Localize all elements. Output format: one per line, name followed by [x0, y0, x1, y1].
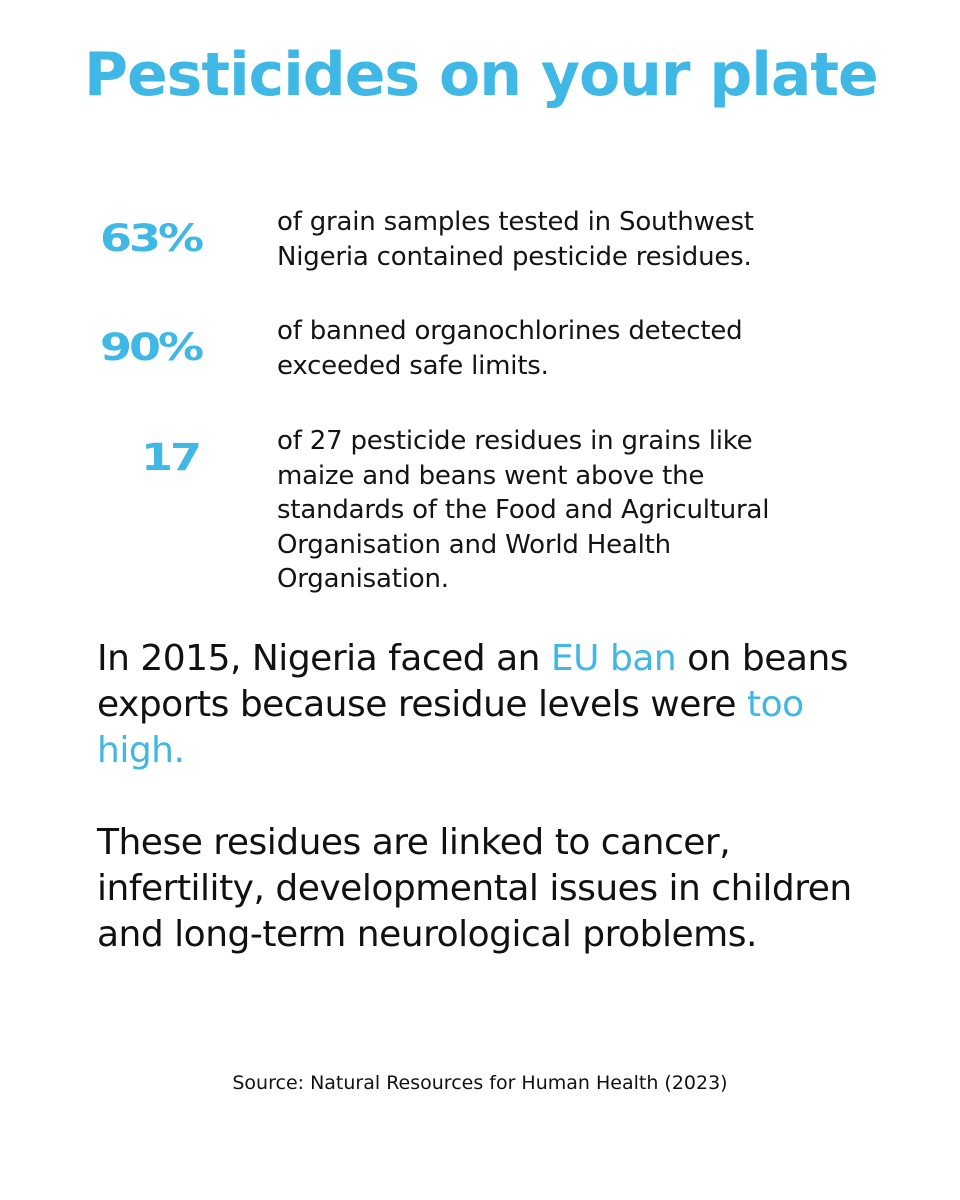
stat-number: 90% [100, 324, 202, 370]
stat-description: of grain samples tested in Southwest Nigeria contained pesticide residues. [277, 207, 754, 272]
paragraph-text: In 2015, Nigeria faced an [97, 638, 551, 679]
stat-description: of banned organochlorines detected exceeded safe limits. [277, 316, 743, 381]
stat-number: 17 [140, 434, 199, 480]
paragraph-text: on beans exports because residue levels were [97, 638, 849, 725]
highlight-too-high: too high. [97, 684, 804, 771]
stat-description: of 27 pesticide residues in grains like maize and beans went above the standards of the Food and Agricultural Organisation and World Health Organisation. [277, 426, 770, 594]
page-title: Pesticides on your plate [84, 40, 878, 110]
highlight-eu-ban: EU ban [550, 638, 677, 679]
stat-number: 63% [100, 215, 202, 261]
source-citation: Source: Natural Resources for Human Health (2023) [232, 1072, 728, 1094]
eu-ban-paragraph [97, 636, 857, 774]
health-risks-paragraph: These residues are linked to cancer, infertility, developmental issues in children and long-term neurological problems. [97, 822, 852, 955]
